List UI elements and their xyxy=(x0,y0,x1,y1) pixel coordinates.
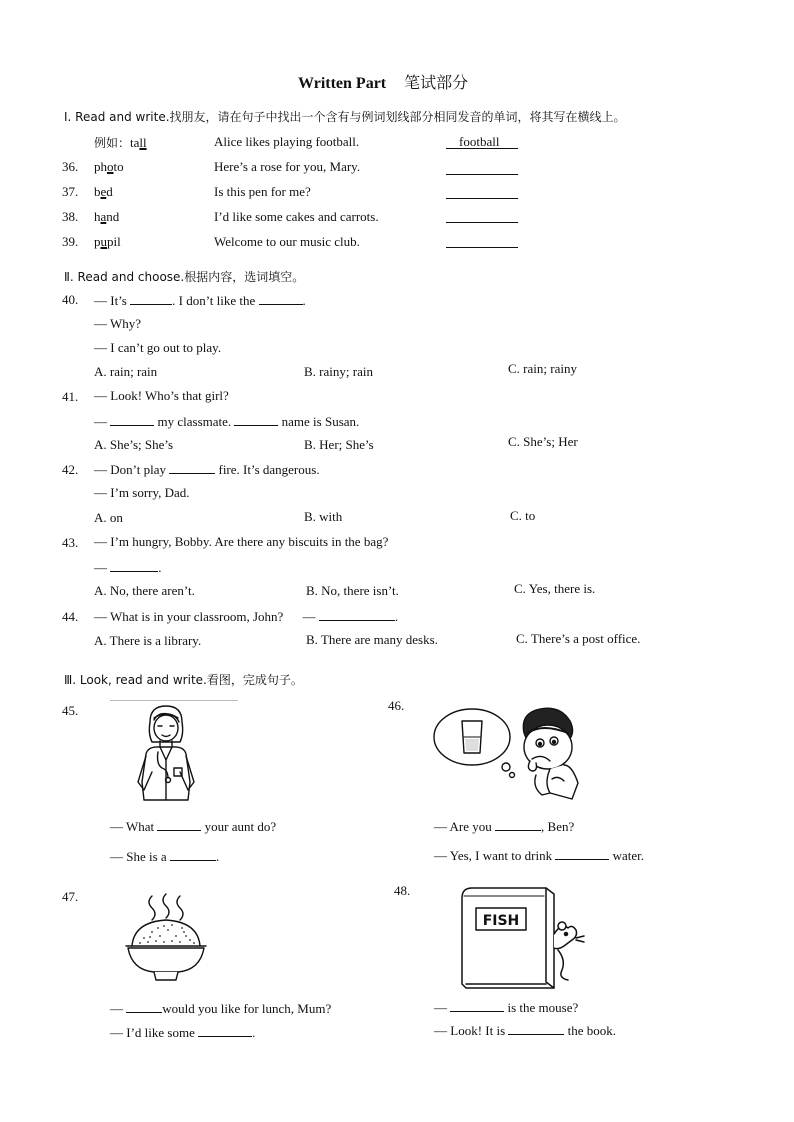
section2-heading: Ⅱ. Read and choose.根据内容，选词填空。 xyxy=(64,270,305,284)
question-line: — Yes, I want to drink water. xyxy=(434,848,644,863)
answer-blank[interactable] xyxy=(495,818,541,831)
dialog-line: — Why? xyxy=(94,316,142,331)
question-number: 41. xyxy=(62,389,79,404)
question-number: 42. xyxy=(62,462,79,477)
answer-blank[interactable] xyxy=(110,413,154,426)
question-line: — . xyxy=(94,560,162,575)
option-a[interactable]: A. There is a library. xyxy=(94,633,202,648)
option-c[interactable]: C. She’s; Her xyxy=(508,434,578,449)
dialog-line: — I’m sorry, Dad. xyxy=(94,485,190,500)
question-number: 45. xyxy=(62,703,79,718)
question-line: — Look! It is the book. xyxy=(434,1023,617,1038)
option-b[interactable]: B. rainy; rain xyxy=(304,364,373,379)
question-line: — What is in your classroom, John? — . xyxy=(94,609,399,624)
answer-blank[interactable] xyxy=(259,292,303,305)
answer-blank[interactable] xyxy=(555,847,609,860)
page-title xyxy=(298,70,468,93)
item-word: pupil xyxy=(94,234,121,249)
question-number: 44. xyxy=(62,609,79,624)
example-answer: football xyxy=(459,134,500,149)
question-number: 43. xyxy=(62,535,79,550)
example-answer-line xyxy=(446,148,518,149)
option-a[interactable]: A. She’s; She’s xyxy=(94,437,174,452)
item-sentence: Here’s a rose for you, Mary. xyxy=(214,159,361,174)
question-line: — would you like for lunch, Mum? xyxy=(110,1001,332,1016)
item-number: 36. xyxy=(62,159,79,174)
answer-blank[interactable] xyxy=(446,247,518,248)
question-line: — Don’t play fire. It’s dangerous. xyxy=(94,462,320,477)
book-cover-label: FISH xyxy=(482,913,520,929)
item-sentence: Is this pen for me? xyxy=(214,184,311,199)
rice-bowl-illustration xyxy=(124,892,208,984)
example-sentence: Alice likes playing football. xyxy=(214,134,360,149)
item-word: photo xyxy=(94,159,124,174)
item-sentence: Welcome to our music club. xyxy=(214,234,360,249)
dialog-line: — Look! Who’s that girl? xyxy=(94,388,229,403)
answer-blank[interactable] xyxy=(446,198,518,199)
question-number: 40. xyxy=(62,292,79,307)
question-line: — She is a . xyxy=(110,849,220,864)
question-line: — It’s . I don’t like the . xyxy=(94,293,306,308)
dialog-line: — I can’t go out to play. xyxy=(94,340,222,355)
example-label: 例如：tall xyxy=(94,135,147,150)
scan-mark xyxy=(110,700,238,701)
answer-blank[interactable] xyxy=(446,174,518,175)
item-number: 39. xyxy=(62,234,79,249)
answer-blank[interactable] xyxy=(130,292,172,305)
dialog-line: — I’m hungry, Bobby. Are there any biscuits in the bag? xyxy=(94,534,389,549)
question-number: 47. xyxy=(62,889,79,904)
book-mouse-illustration xyxy=(458,884,588,992)
question-number: 48. xyxy=(394,883,411,898)
option-a[interactable]: A. on xyxy=(94,510,123,525)
answer-blank[interactable] xyxy=(198,1024,252,1037)
question-line: — What your aunt do? xyxy=(110,819,277,834)
answer-blank[interactable] xyxy=(508,1022,564,1035)
item-word: hand xyxy=(94,209,120,224)
option-b[interactable]: B. No, there isn’t. xyxy=(306,583,399,598)
doctor-illustration xyxy=(128,702,204,804)
option-a[interactable]: A. rain; rain xyxy=(94,364,158,379)
answer-blank[interactable] xyxy=(319,608,395,621)
question-line: — I’d like some . xyxy=(110,1025,256,1040)
option-b[interactable]: B. with xyxy=(304,509,343,524)
answer-blank[interactable] xyxy=(169,461,215,474)
question-line: — Are you , Ben? xyxy=(434,819,575,834)
answer-blank[interactable] xyxy=(450,999,504,1012)
option-b[interactable]: B. Her; She’s xyxy=(304,437,374,452)
option-c[interactable]: C. Yes, there is. xyxy=(514,581,596,596)
title-en: Written Part xyxy=(298,75,387,92)
question-line: — is the mouse? xyxy=(434,1000,579,1015)
answer-blank[interactable] xyxy=(157,818,201,831)
thirsty-boy-illustration xyxy=(432,703,582,803)
answer-blank[interactable] xyxy=(110,559,158,572)
option-c[interactable]: C. rain; rainy xyxy=(508,361,577,376)
item-word: bed xyxy=(94,184,113,199)
answer-blank[interactable] xyxy=(234,413,278,426)
option-c[interactable]: C. There’s a post office. xyxy=(516,631,641,646)
item-number: 38. xyxy=(62,209,79,224)
answer-blank[interactable] xyxy=(446,222,518,223)
section1-heading: Ⅰ. Read and write.找朋友，请在句子中找出一个含有与例词划线部分相同发音的单词，将其写在横线上。 xyxy=(64,110,626,124)
title-cn: 笔试部分 xyxy=(404,73,469,92)
option-c[interactable]: C. to xyxy=(510,508,536,523)
section3-heading: Ⅲ. Look, read and write.看图，完成句子。 xyxy=(64,673,303,687)
question-number: 46. xyxy=(388,698,405,713)
item-number: 37. xyxy=(62,184,79,199)
answer-blank[interactable] xyxy=(170,848,216,861)
option-b[interactable]: B. There are many desks. xyxy=(306,632,438,647)
question-line: — my classmate. name is Susan. xyxy=(94,414,360,429)
option-a[interactable]: A. No, there aren’t. xyxy=(94,583,195,598)
item-sentence: I’d like some cakes and carrots. xyxy=(214,209,379,224)
answer-blank[interactable] xyxy=(126,1000,162,1013)
